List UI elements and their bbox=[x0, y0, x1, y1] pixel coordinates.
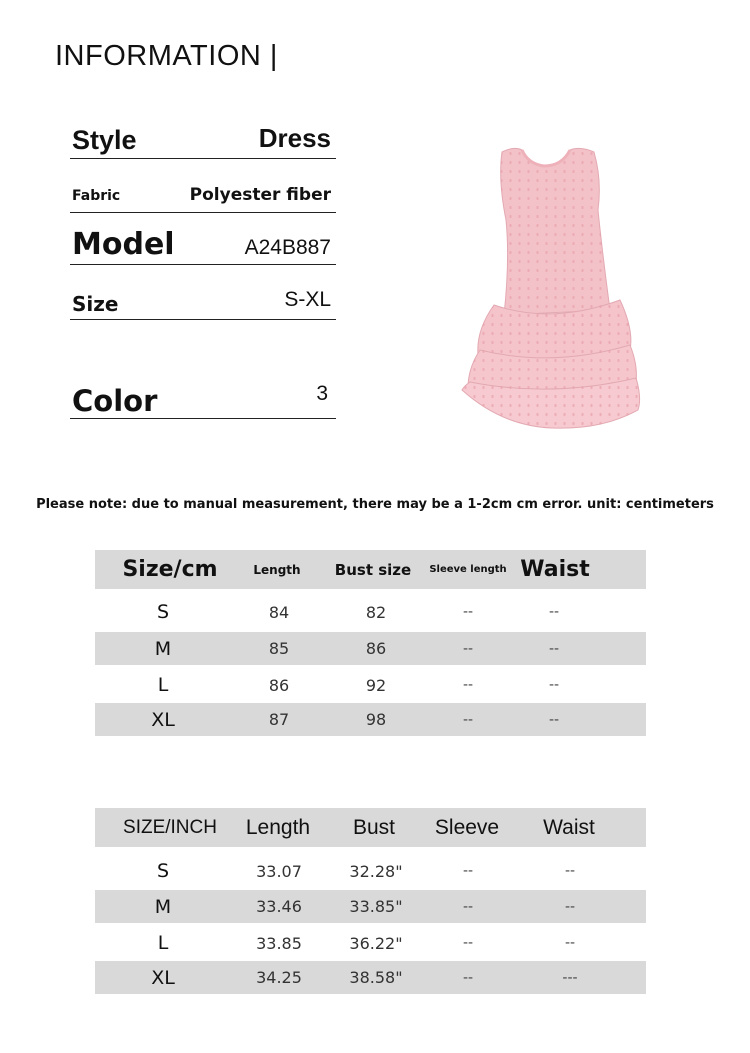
info-value: Dress bbox=[258, 123, 331, 153]
page-title: INFORMATION | bbox=[55, 40, 278, 72]
table-header-cell: Length bbox=[253, 562, 301, 577]
table-cell: -- bbox=[462, 898, 474, 915]
table-cell: -- bbox=[462, 863, 474, 879]
table-cell: L bbox=[157, 932, 169, 954]
info-row-model bbox=[70, 226, 336, 265]
table-header-row bbox=[95, 808, 646, 847]
table-header-cell: SIZE/INCH bbox=[123, 816, 217, 838]
table-cell: 84 bbox=[268, 602, 290, 622]
info-label: Fabric bbox=[72, 188, 121, 204]
info-label: Color bbox=[72, 384, 158, 418]
measurement-note: Please note: due to manual measurement, there may be a 1-2cm cm error. unit: centimeters bbox=[36, 497, 714, 512]
table-cell: M bbox=[154, 637, 172, 660]
table-cell: -- bbox=[462, 604, 474, 620]
table-row bbox=[95, 961, 646, 994]
table-cell: 92 bbox=[365, 675, 387, 695]
table-cell: M bbox=[154, 895, 172, 918]
table-row bbox=[95, 890, 646, 923]
table-row bbox=[95, 595, 646, 629]
size-table-cm bbox=[95, 550, 646, 736]
table-row bbox=[95, 703, 646, 736]
table-row bbox=[95, 926, 646, 960]
info-row-color bbox=[70, 378, 336, 419]
table-cell: 34.25 bbox=[256, 968, 302, 987]
table-header-cell: Bust size bbox=[334, 560, 412, 579]
table-header-cell: Length bbox=[245, 815, 311, 839]
table-cell: 82 bbox=[365, 602, 387, 622]
table-row bbox=[95, 668, 646, 702]
table-cell: 98 bbox=[365, 710, 387, 729]
table-cell: 86 bbox=[268, 675, 290, 695]
info-label: Style bbox=[72, 125, 137, 155]
info-row-fabric bbox=[70, 176, 336, 213]
table-cell: --- bbox=[562, 969, 578, 986]
table-cell: -- bbox=[548, 677, 560, 693]
table-header-cell: Sleeve bbox=[434, 815, 500, 839]
table-row bbox=[95, 632, 646, 665]
table-cell: 86 bbox=[365, 639, 387, 658]
size-table-inch bbox=[95, 808, 646, 994]
table-header-cell: Sleeve length bbox=[429, 564, 507, 575]
info-label: Model bbox=[72, 227, 175, 262]
table-cell: XL bbox=[151, 708, 175, 731]
info-value: A24B887 bbox=[244, 236, 331, 259]
table-cell: -- bbox=[564, 935, 576, 951]
table-header-row bbox=[95, 550, 646, 589]
table-cell: XL bbox=[151, 966, 175, 989]
table-cell: -- bbox=[548, 711, 560, 728]
table-cell: 33.85" bbox=[349, 897, 403, 916]
table-cell: -- bbox=[462, 969, 474, 986]
table-header-cell: Size/cm bbox=[122, 557, 218, 582]
info-label: Size bbox=[72, 292, 119, 316]
table-cell: -- bbox=[462, 677, 474, 693]
table-cell: L bbox=[157, 674, 169, 696]
table-row bbox=[95, 854, 646, 888]
dress-image bbox=[452, 140, 652, 440]
table-cell: 33.85 bbox=[256, 933, 302, 953]
table-header-cell: Waist bbox=[520, 557, 590, 582]
table-cell: -- bbox=[564, 898, 576, 915]
table-cell: -- bbox=[548, 604, 560, 620]
info-value: Polyester fiber bbox=[189, 185, 331, 205]
table-cell: 85 bbox=[268, 639, 290, 658]
table-cell: S bbox=[156, 601, 170, 623]
table-cell: -- bbox=[462, 711, 474, 728]
table-cell: S bbox=[156, 860, 170, 882]
table-cell: -- bbox=[462, 935, 474, 951]
table-cell: 36.22" bbox=[349, 933, 403, 953]
table-cell: 33.46 bbox=[256, 897, 302, 916]
table-cell: 32.28" bbox=[349, 861, 403, 881]
info-value: S-XL bbox=[284, 288, 331, 311]
table-cell: -- bbox=[462, 640, 474, 657]
info-value: 3 bbox=[316, 382, 328, 405]
table-cell: -- bbox=[564, 863, 576, 879]
info-row-size bbox=[70, 281, 336, 320]
table-header-cell: Waist bbox=[543, 815, 595, 839]
table-cell: 33.07 bbox=[256, 861, 302, 881]
table-cell: 87 bbox=[268, 710, 290, 729]
info-row-style bbox=[70, 120, 336, 159]
table-cell: 38.58" bbox=[349, 968, 403, 987]
table-header-cell: Bust bbox=[352, 815, 396, 839]
table-cell: -- bbox=[548, 640, 560, 657]
